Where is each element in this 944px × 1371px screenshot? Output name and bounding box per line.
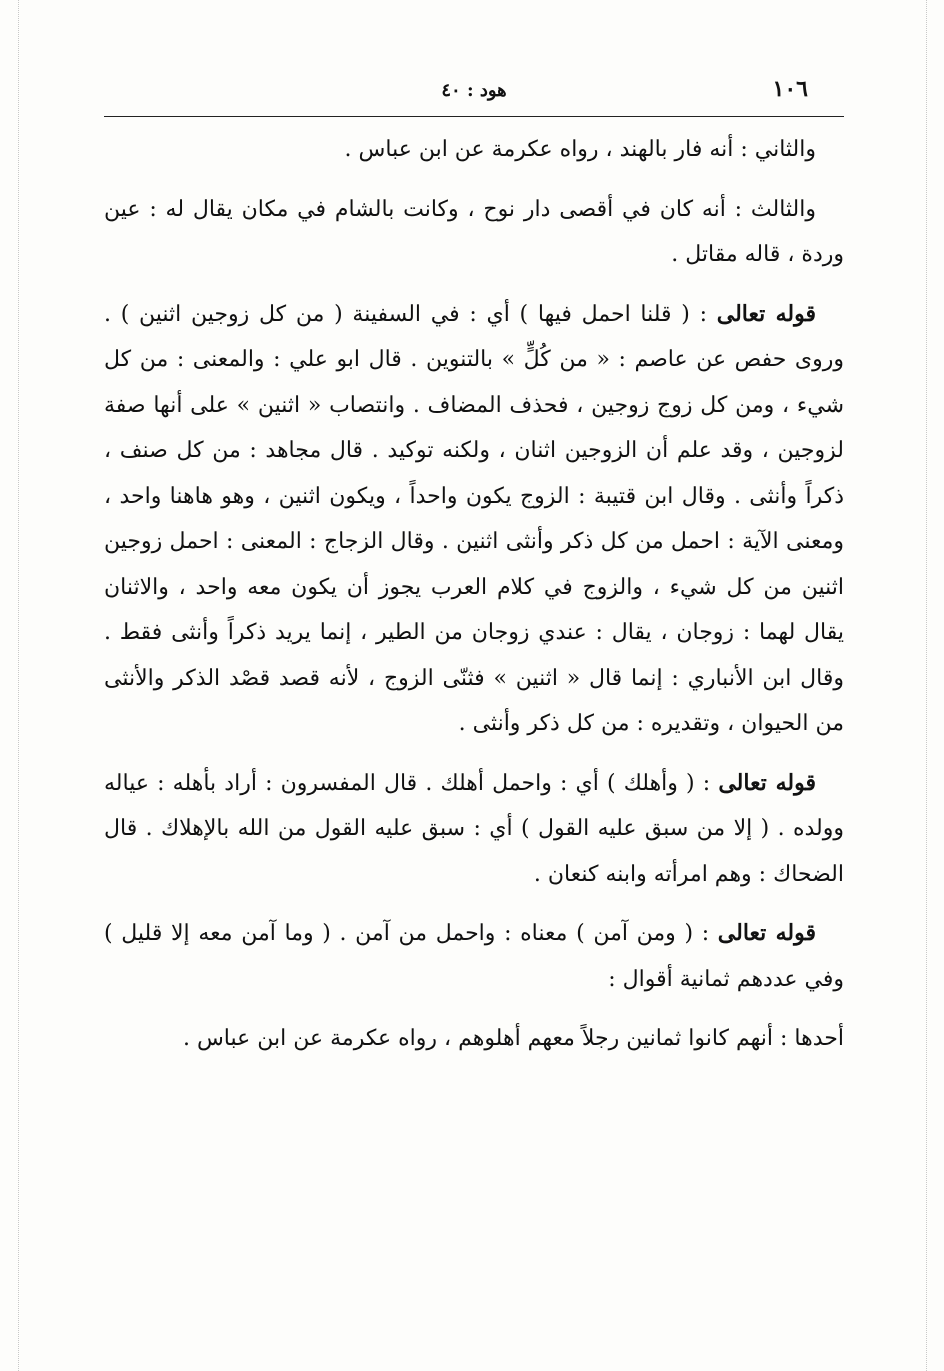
paragraph-text: أحدها : أنهم كانوا ثمانين رجلاً معهم أهلوهم ، رواه عكرمة عن ابن عباس .	[182, 1026, 844, 1051]
paragraph-text: : ( ومن آمن ) معناه : واحمل من آمن . ( وما آمن معه إلا قليل ) وفي عددهم ثمانية أقوال :	[104, 921, 844, 992]
paragraph	[104, 761, 844, 898]
paragraph-text: والثالث : أنه كان في أقصى دار نوح ، وكانت بالشام في مكان يقال له : عين وردة ، قاله مقاتل .	[104, 196, 844, 267]
paragraph	[104, 187, 844, 278]
verse-label: قوله تعالى	[716, 300, 816, 327]
scan-edge-right	[926, 0, 927, 1371]
paragraph-text: والثاني : أنه فار بالهند ، رواه عكرمة عن ابن عباس .	[344, 137, 816, 162]
book-page	[104, 72, 844, 1076]
paragraph-text: : ( قلنا احمل فيها ) أي : في السفينة ( من كل زوجين اثنين ) . وروى حفص عن عاصم : « من كُلٍّ » بالتنوين . قال ابو علي : والمعنى : من كل شيء ، ومن كل زوج زوجين ، فحذف المضاف . وانتصاب « اثنين » على أنها صفة لزوجين ، وقد علم أن الزوجين اثنان ، ولكنه توكيد . قال مجاهد : من كل صنف ، ذكراً وأنثى . وقال ابن قتيبة : الزوج يكون واحداً ، ويكون اثنين ، وهو هاهنا واحد ، ومعنى الآية : احمل من كل ذكر وأنثى اثنين . وقال الزجاج : المعنى : احمل زوجين اثنين من كل شيء ، والزوج في كلام العرب يجوز أن يكون معه واحد ، والاثنان يقال لهما : زوجان ، يقال : عندي زوجان من الطير ، إنما يريد ذكراً وأنثى فقط . وقال ابن الأنباري : إنما قال « اثنين » فثنّى الزوج ، لأنه قصد قصْد الذكر والأنثى من الحيوان ، وتقديره : من كل ذكر وأنثى .	[104, 301, 844, 736]
paragraph	[104, 911, 844, 1002]
paragraph	[104, 1016, 844, 1062]
page-body	[104, 127, 844, 1062]
paragraph-text: : ( وأهلك ) أي : واحمل أهلك . قال المفسرون : أراد بأهله : عياله وولده . ( إلا من سبق عليه القول ) أي : سبق عليه القول من الله بالإهلاك . قال الضحاك : وهم امرأته وابنه كنعان .	[104, 770, 844, 887]
page-header	[104, 72, 844, 108]
paragraph	[104, 292, 844, 747]
verse-label: قوله تعالى	[718, 769, 816, 796]
paragraph	[104, 127, 844, 173]
scan-edge-left	[18, 0, 19, 1371]
verse-label: قوله تعالى	[717, 920, 816, 946]
page-number: ١٠٦	[772, 76, 808, 102]
running-head: هود : ٤٠	[441, 80, 507, 101]
header-rule	[104, 116, 844, 117]
